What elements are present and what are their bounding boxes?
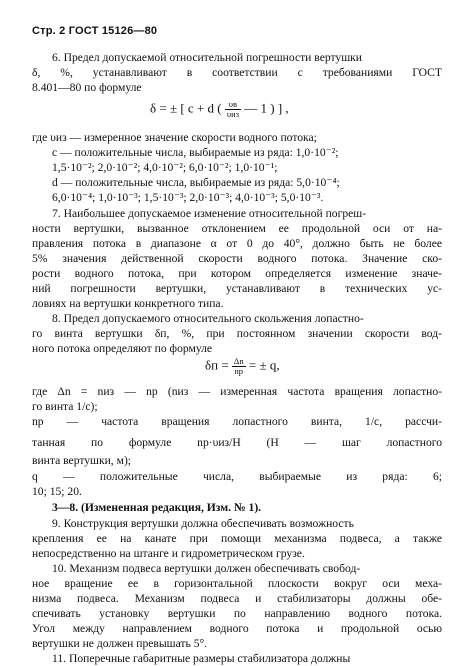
- text-line-p9-2: крепления ее на канате при помощи механизма подвеса, а также: [32, 532, 442, 545]
- formula-slip: [205, 357, 280, 376]
- formula-delta-num: υв: [225, 100, 241, 110]
- formula-slip-fraction: [232, 357, 246, 376]
- formula-slip-num: Δn: [233, 356, 244, 366]
- formula-delta-den: υиз: [226, 109, 239, 119]
- text-line-p10-3: низма подвеса. Механизм подвеса и стабилизаторы должны обе-: [32, 592, 442, 605]
- formula-delta-right: — 1 ) ] ,: [244, 100, 289, 116]
- text-line-p7-6: ний погрешности вертушки, устанавливают в технических ус-: [32, 282, 442, 295]
- text-line-p8-8: винта вертушки, м);: [32, 454, 132, 467]
- text-line-p8-1: 8. Предел допускаемого относительного скольжения лопастно-: [52, 312, 364, 325]
- text-line-p6-7: d — положительные числа, выбираемые из ряда: 5,0·10⁻⁴;: [52, 176, 340, 189]
- text-line-p6-6: 1,5·10⁻²; 2,0·10⁻²; 4,0·10⁻²; 6,0·10⁻²; 1,0·10⁻¹;: [52, 161, 278, 174]
- text-line-p8-10: 10; 15; 20.: [32, 485, 82, 498]
- text-line-p6-1: 6. Предел допускаемой относительной погрешности вертушки: [52, 51, 362, 64]
- text-line-p7-2: ности вертушки, вызванное отклонением ее продольной оси от на-: [32, 222, 442, 235]
- formula-slip-right: = ± q,: [248, 357, 280, 373]
- formula-delta: [150, 100, 289, 119]
- text-line-p6-5: c — положительные числа, выбираемые из ряда: 1,0·10⁻²;: [52, 146, 339, 159]
- text-line-p7-4: 5% значения действенной скорости водного потока. Значение ско-: [32, 252, 442, 265]
- formula-slip-den: nр: [234, 366, 244, 376]
- text-line-p7-7: ловиях на вертушки конкретного типа.: [32, 297, 224, 310]
- text-line-p10-2: ное вращение ее в горизонтальной плоскости вокруг оси меха-: [32, 577, 442, 590]
- text-line-p7-5: рости водного потока, при котором определяется изменение значе-: [32, 267, 442, 280]
- text-line-p11-1: 11. Поперечные габаритные размеры стабилизатора должны: [52, 652, 351, 665]
- text-line-p9-1: 9. Конструкция вертушки должна обеспечивать возможность: [52, 517, 354, 530]
- page-header: Стр. 2 ГОСТ 15126—80: [32, 25, 158, 37]
- text-line-p8-2: го винта вертушки δп, %, при постоянном значении скорости вод-: [32, 327, 442, 340]
- text-line-p8-4: где Δn = nиз — nр (nиз — измеренная частота вращения лопастно-: [32, 385, 442, 398]
- text-line-p8-9: q — положительные числа, выбираемые из ряда: 6;: [32, 470, 442, 483]
- text-line-p10-5: Угол между направлением водного потока и продольной осью: [32, 622, 442, 635]
- text-line-p7-3: правления потока в диапазоне α от 0 до 40°, должно быть не более: [32, 237, 442, 250]
- formula-slip-left: δп =: [205, 357, 232, 373]
- text-line-p10-6: вертушки не должен превышать 5°.: [32, 637, 208, 650]
- text-line-p6-8: 6,0·10⁻⁴; 1,0·10⁻³; 1,5·10⁻³; 2,0·10⁻³; 4,0·10⁻³; 5,0·10⁻³.: [52, 191, 324, 204]
- text-line-p8-6: nр — частота вращения лопастного винта, 1/с, рассчи-: [32, 415, 442, 428]
- formula-delta-left: δ = ± [ c + d (: [150, 100, 222, 116]
- text-line-p38: 3—8. (Измененная редакция, Изм. № 1).: [52, 501, 262, 514]
- text-line-p8-7: танная по формуле nр·υиз/H (H — шаг лопастного: [32, 436, 442, 449]
- text-line-p6-4: где υиз — измеренное значение скорости водного потока;: [32, 131, 317, 144]
- text-line-p10-1: 10. Механизм подвеса вертушки должен обеспечивать свобод-: [52, 562, 361, 575]
- text-line-p8-5: го винта 1/с);: [32, 400, 98, 413]
- text-line-p9-3: непосредственно на штанге и гидрометрическом грузе.: [32, 547, 305, 560]
- formula-delta-fraction: [225, 100, 241, 119]
- text-line-p6-2: δ, %, устанавливают в соответствии с требованиями ГОСТ: [32, 66, 442, 79]
- text-line-p7-1: 7. Наибольшее допускаемое изменение относительной погреш-: [52, 207, 367, 220]
- text-line-p8-3: ного потока определяют по формуле: [32, 342, 213, 355]
- text-line-p10-4: спечивать установку вертушки по направлению водного потока.: [32, 607, 442, 620]
- text-line-p6-3: 8.401—80 по формуле: [32, 81, 142, 94]
